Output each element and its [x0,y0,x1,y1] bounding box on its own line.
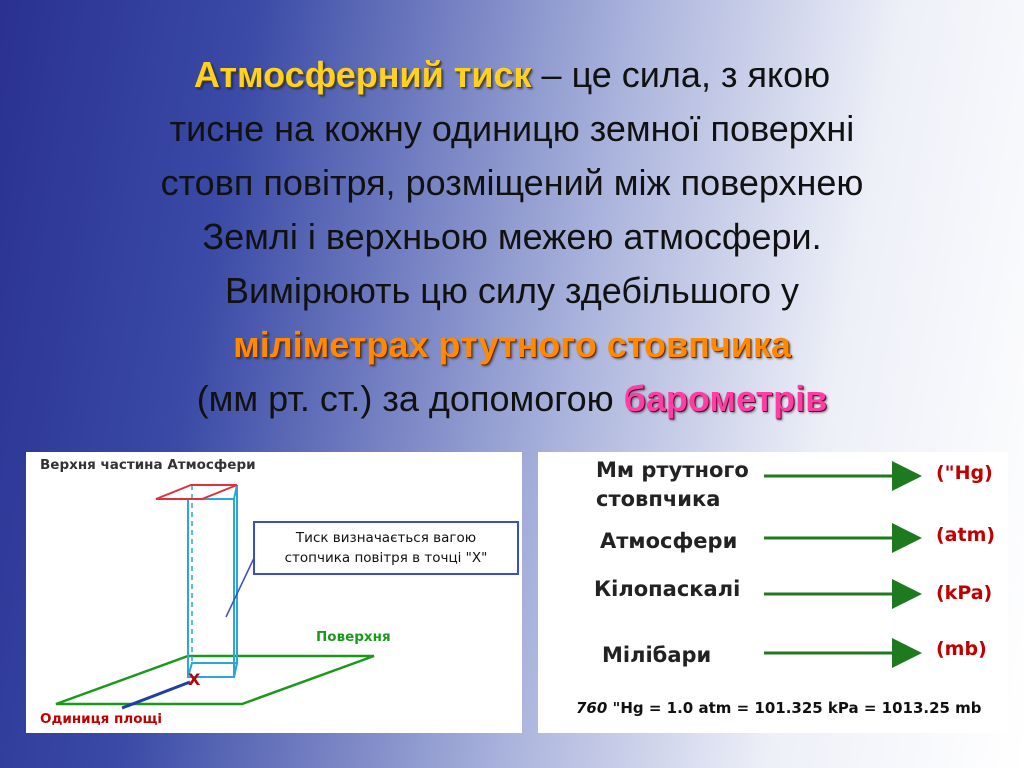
pressure-units-panel [538,452,1008,733]
unit-row-1-name-line-1: Мм ртутного [596,458,749,482]
air-column-top [156,485,237,499]
definition-line-3: стовп повітря, розміщений між поверхнею [160,162,864,203]
unit-highlight: міліметрах ртутного стовпчика [233,324,791,365]
callout-line-1: Тиск визначається вагою [295,530,477,546]
units-equation [576,699,982,717]
unit-row-2-name: Атмосфери [600,529,738,553]
unit-row-4-code: (mb) [936,638,987,660]
instrument-highlight: барометрів [623,378,828,419]
air-column-front [188,499,234,677]
definition-line-5: Вимірюють цю силу здебільшого у [224,270,800,311]
point-x-mark: X [188,670,201,689]
definition-line-7 [40,372,984,426]
air-column-diagram [26,452,522,733]
unit-row-3-name: Кілопаскалі [594,577,741,601]
equation-rest: "Hg = 1.0 atm = 101.325 kPa = 1013.25 mb [607,699,982,717]
unit-row-3-code: (kPa) [936,582,993,604]
surface-label: Поверхня [316,629,391,645]
equation-value: 760 [576,699,608,717]
unit-area-label: Одиниця площі [40,711,163,727]
pressure-units-svg [538,452,1008,733]
unit-row-4-name: Мілібари [602,643,712,667]
unit-row-1-name-line-2: стовпчика [596,487,721,511]
definition-line-1-rest: – це сила, з якою [531,54,831,95]
definition-line-2: тисне на кожну одиницю земної поверхні [169,108,855,149]
unit-row-2-code: (atm) [936,524,996,546]
top-atmosphere-label: Верхня частина Атмосфери [40,457,256,473]
callout-pointer [226,558,254,617]
definition-text [40,48,984,426]
definition-line-7-prefix: (мм рт. ст.) за допомогою [196,378,624,419]
callout-line-2: стопчика повітря в точці "X" [284,550,488,566]
unit-row-1-code: ("Hg) [936,462,993,484]
definition-line-6 [40,318,984,372]
term-atmospheric-pressure: Атмосферний тиск [193,54,532,95]
air-column-svg [26,452,522,733]
definition-line-1 [40,48,984,102]
definition-line-4: Землі і верхньою межею атмосфери. [202,216,822,257]
